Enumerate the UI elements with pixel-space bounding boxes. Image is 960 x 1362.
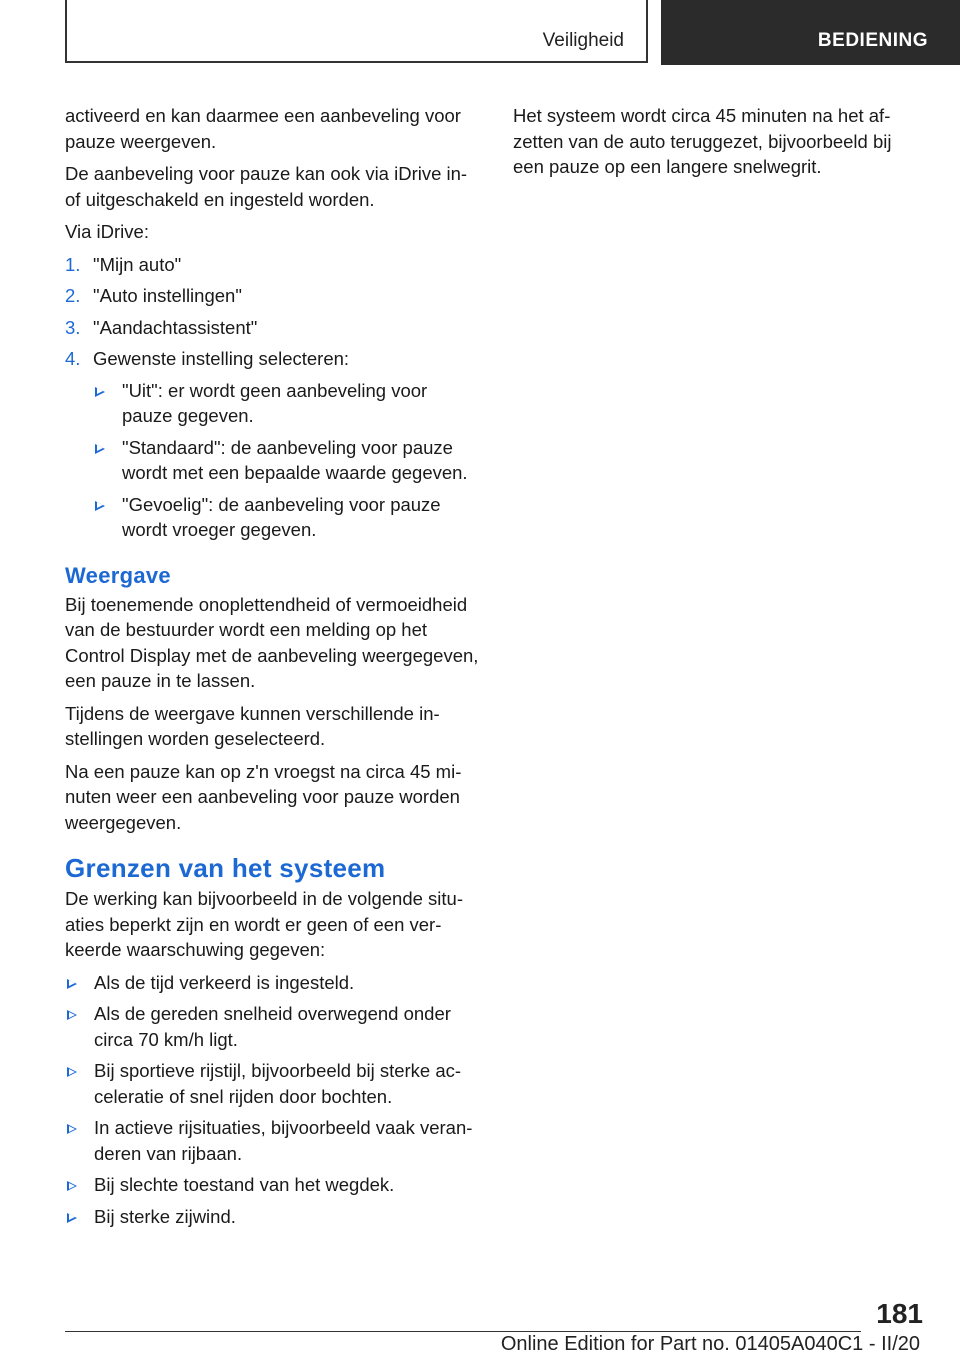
weergave-heading: Weergave xyxy=(65,562,171,588)
list-item-text: Bij slechte toestand van het wegdek. xyxy=(94,1174,395,1195)
list-item xyxy=(93,378,480,429)
step-item xyxy=(65,252,480,278)
triangle-bullet-icon xyxy=(67,1181,77,1191)
list-item-text: "Standaard": de aanbeveling voor pauze wordt met een bepaalde waarde gegeven. xyxy=(122,436,468,483)
step-item xyxy=(65,346,480,543)
system-limits-list xyxy=(65,970,480,1230)
list-item xyxy=(65,1115,480,1166)
list-item-text: Bij sterke zijwind. xyxy=(94,1205,236,1227)
page-number: 181 xyxy=(876,1298,923,1329)
triangle-bullet-icon xyxy=(95,387,105,397)
setting-options-list xyxy=(93,378,480,543)
left-column xyxy=(65,103,480,1235)
step-number: 1. xyxy=(65,253,81,275)
step-text: "Auto instellingen" xyxy=(93,285,242,306)
paragraph: Het systeem wordt circa 45 minuten na het afzetten van de auto teruggezet, bijvoorbeeld bij een pauze op een langere snelwegrit. xyxy=(513,105,892,177)
header-chapter-title: BEDIENING xyxy=(817,30,928,51)
paragraph: Via iDrive: xyxy=(65,221,149,242)
list-item-text: Bij sportieve rijstijl, bijvoorbeeld bij sterke acceleratie of snel rijden door bochten. xyxy=(94,1060,462,1107)
right-column xyxy=(513,103,913,187)
step-number: 4. xyxy=(65,348,81,369)
list-item xyxy=(65,970,480,996)
paragraph: De aanbeveling voor pauze kan ook via iDrive in- of uitgeschakeld en ingesteld worden. xyxy=(65,163,468,210)
triangle-bullet-icon xyxy=(95,501,105,511)
header-chapter-tab xyxy=(661,0,960,65)
step-number: 2. xyxy=(65,285,81,306)
paragraph: De werking kan bijvoorbeeld in de volgende situaties beperkt zijn en wordt er geen of een verkeerde waarschuwing gegeven: xyxy=(65,888,463,960)
grenzen-heading: Grenzen van het systeem xyxy=(65,853,386,883)
list-item xyxy=(65,1204,480,1230)
step-text: Gewenste instelling selecteren: xyxy=(93,348,350,369)
paragraph: Na een pauze kan op z'n vroegst na circa 45 minuten weer een aanbeveling voor pauze worden weergegeven. xyxy=(65,760,462,833)
list-item xyxy=(93,492,480,543)
step-number: 3. xyxy=(65,316,81,338)
triangle-bullet-icon xyxy=(67,1010,77,1020)
list-item-text: "Uit": er wordt geen aanbeveling voor pauze gegeven. xyxy=(122,379,428,426)
header-section-title: Veiligheid xyxy=(542,30,624,51)
list-item xyxy=(65,1058,480,1109)
paragraph: Tijdens de weergave kunnen verschillende instellingen worden geselecteerd. xyxy=(65,702,440,749)
list-item xyxy=(65,1172,480,1198)
step-text: "Mijn auto" xyxy=(93,253,182,275)
triangle-bullet-icon xyxy=(67,1213,77,1223)
step-item xyxy=(65,315,480,341)
paragraph: Bij toenemende onoplettendheid of vermoeidheid van de bestuurder wordt een melding op het Control Display met de aanbeveling weergegeven, een pauze in te lassen. xyxy=(65,593,479,691)
step-item xyxy=(65,283,480,309)
paragraph: activeerd en kan daarmee een aanbeveling voor pauze weergeven. xyxy=(65,105,461,152)
step-text: "Aandachtassistent" xyxy=(93,316,258,338)
triangle-bullet-icon xyxy=(67,979,77,989)
list-item-text: Als de tijd verkeerd is ingesteld. xyxy=(94,971,355,993)
list-item xyxy=(93,435,480,486)
list-item-text: Als de gereden snelheid overwegend onder circa 70 km/h ligt. xyxy=(94,1003,451,1050)
triangle-bullet-icon xyxy=(67,1067,77,1077)
header-section-box xyxy=(65,0,648,63)
list-item-text: In actieve rijsituaties, bijvoorbeeld vaak veranderen van rijbaan. xyxy=(94,1117,473,1164)
idrive-steps-list xyxy=(65,252,480,543)
triangle-bullet-icon xyxy=(67,1124,77,1134)
list-item xyxy=(65,1001,480,1052)
footer-divider xyxy=(65,1331,861,1332)
list-item-text: "Gevoelig": de aanbeveling voor pauze wordt vroeger gegeven. xyxy=(122,493,441,540)
footer-edition-text: Online Edition for Part no. 01405A040C1 - II/20 xyxy=(500,1333,920,1355)
triangle-bullet-icon xyxy=(95,444,105,454)
